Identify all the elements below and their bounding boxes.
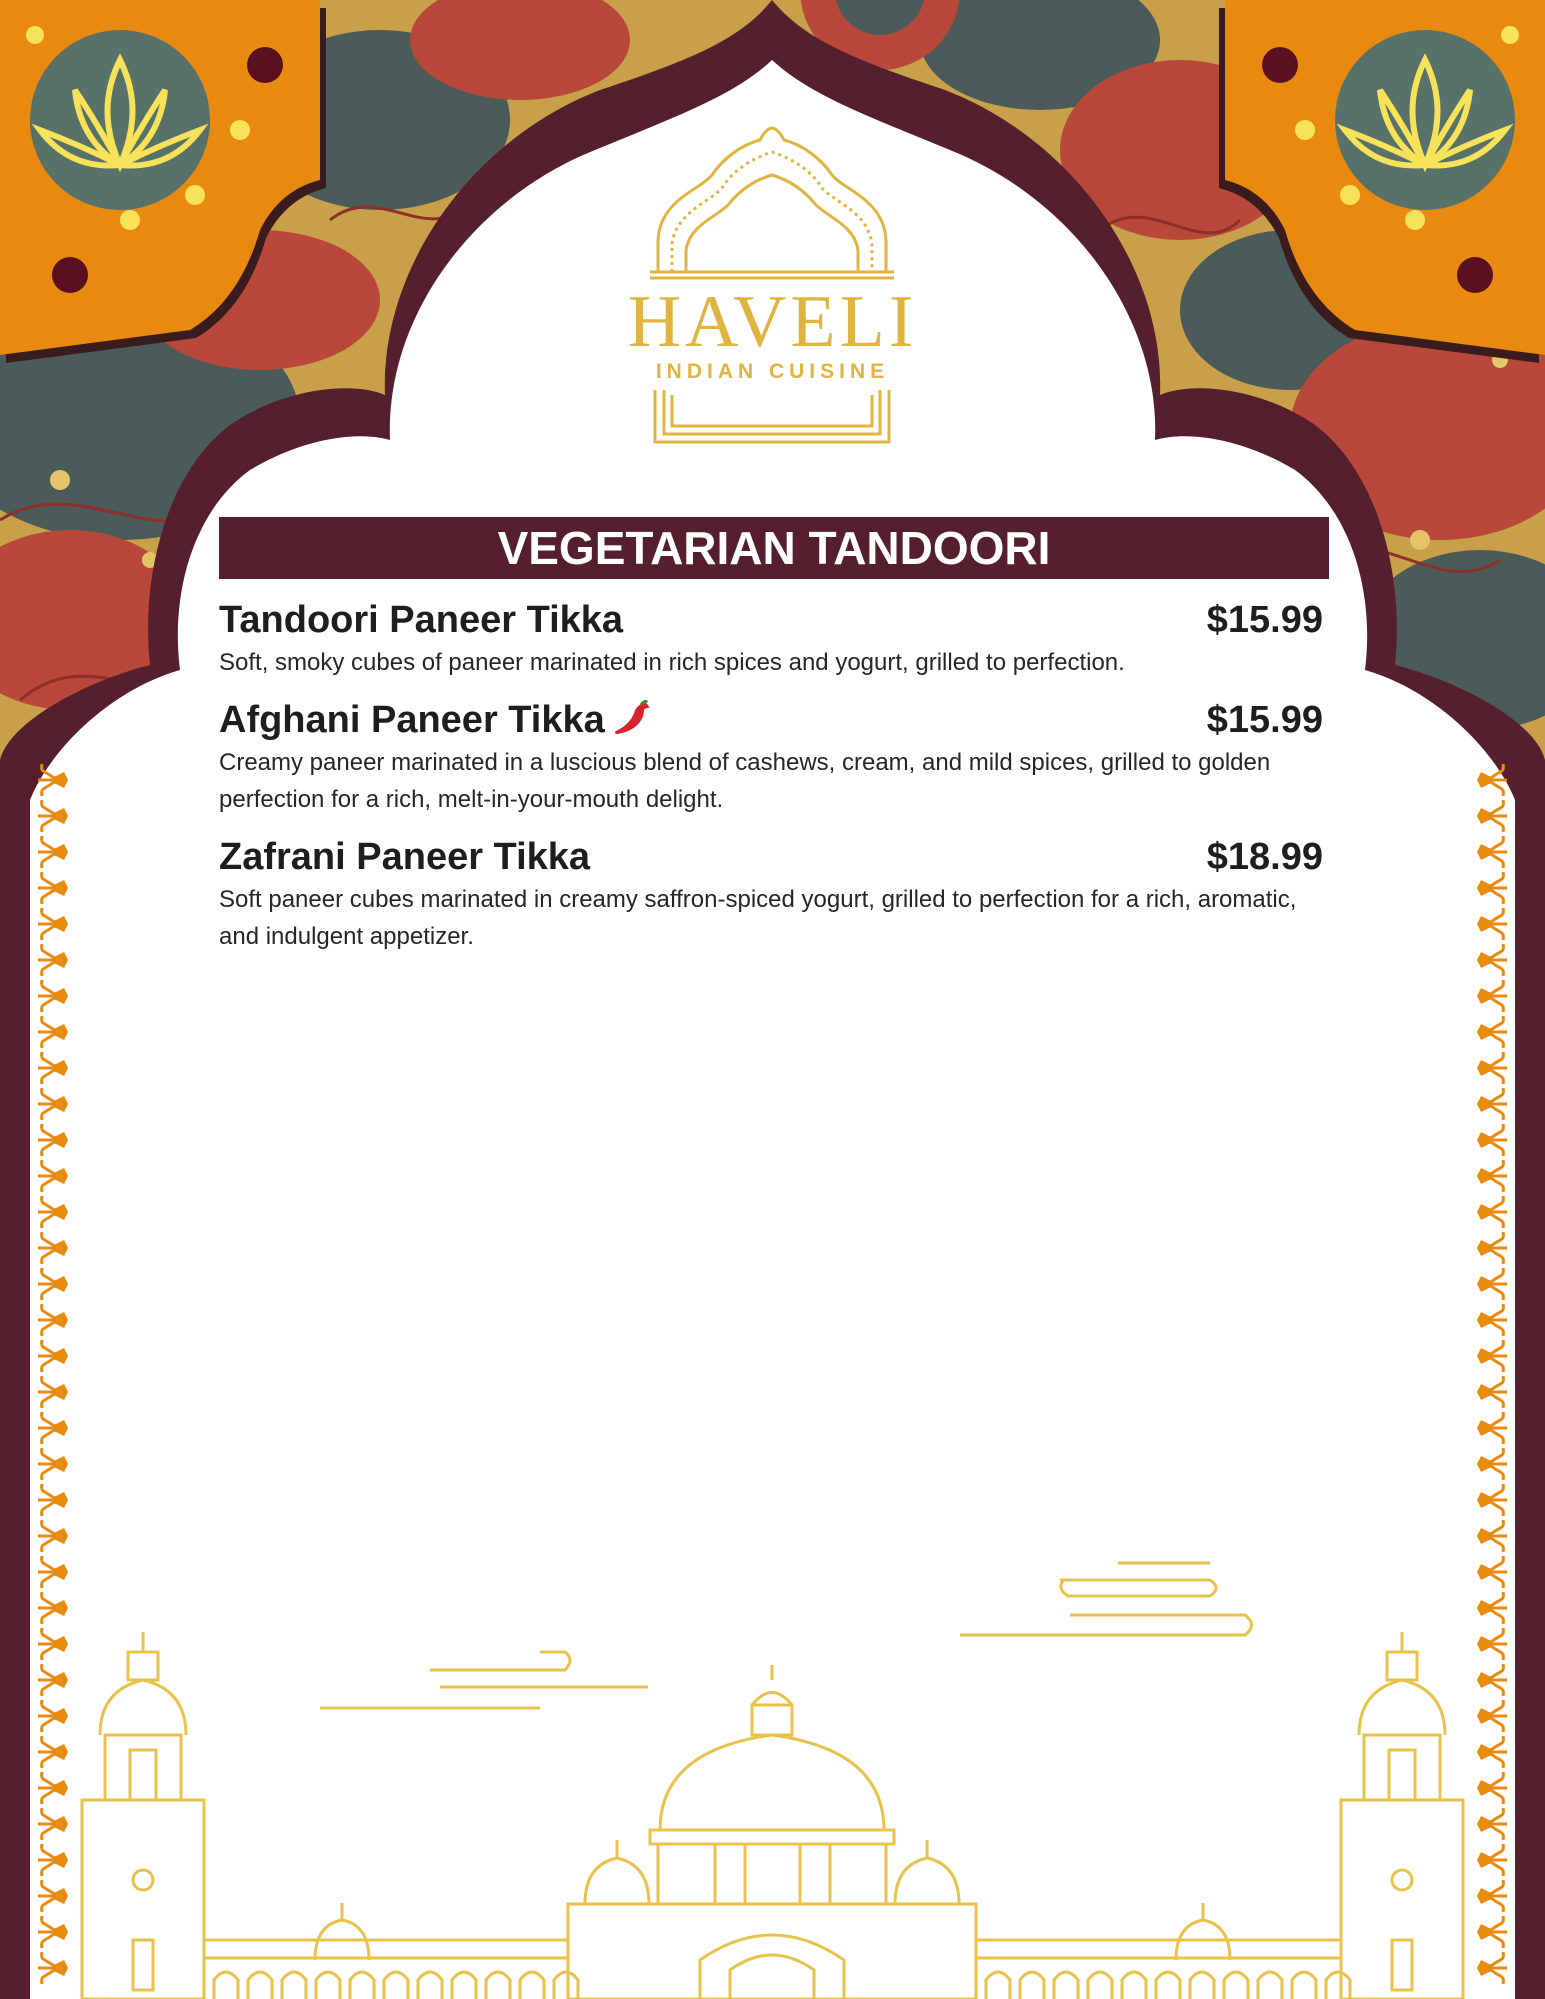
menu-item [219, 596, 1329, 681]
item-name: Zafrani Paneer Tikka [219, 836, 591, 878]
palace-illustration [0, 1540, 1545, 1999]
item-price: $15.99 [1206, 699, 1323, 741]
chili-pepper-icon [611, 698, 653, 738]
item-price: $15.99 [1206, 599, 1323, 641]
item-name-wrap [219, 696, 653, 744]
item-price: $18.99 [1206, 836, 1323, 878]
item-description: Soft paneer cubes marinated in creamy saffron-spiced yogurt, grilled to perfection for a rich, aromatic, and indulgent appetizer. [219, 886, 1297, 950]
section-title: VEGETARIAN TANDOORI [219, 517, 1329, 579]
item-name: Tandoori Paneer Tikka [219, 599, 624, 641]
brand-name: HAVELI [627, 281, 918, 363]
item-description: Creamy paneer marinated in a luscious blend of cashews, cream, and mild spices, grilled to golden perfection for a rich, melt-in-your-mouth delight. [219, 749, 1271, 813]
menu-item [219, 833, 1329, 955]
menu-item [219, 696, 1329, 818]
item-description: Soft, smoky cubes of paneer marinated in rich spices and yogurt, grilled to perfection. [219, 649, 1125, 676]
item-name: Afghani Paneer Tikka [219, 699, 605, 741]
brand-tagline: INDIAN CUISINE [655, 360, 890, 383]
